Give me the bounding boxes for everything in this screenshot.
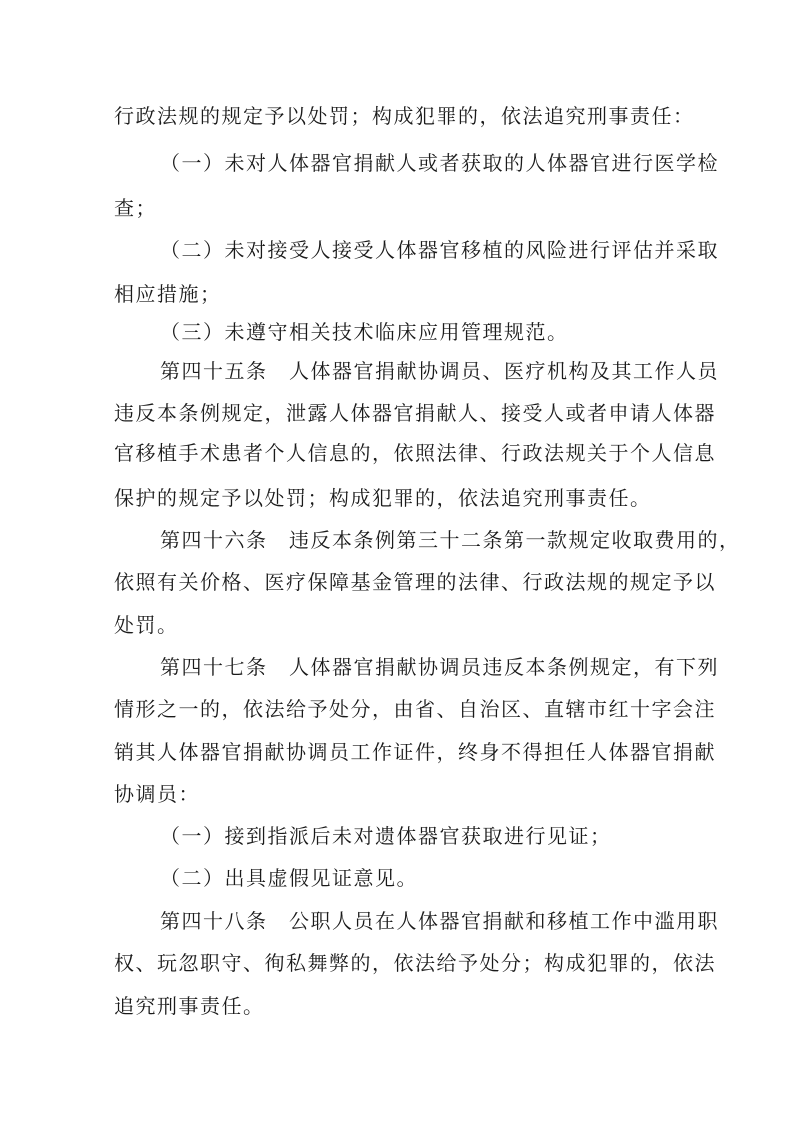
text-line: 销其人体器官捐献协调员工作证件，终身不得担任人体器官捐献	[114, 740, 716, 764]
text-line: 协调员：	[114, 782, 200, 806]
text-line: 情形之一的，依法给予处分，由省、自治区、直辖市红十字会注	[114, 697, 716, 721]
text-line: 保护的规定予以处罚；构成犯罪的，依法追究刑事责任。	[114, 486, 652, 510]
clause-item: （二）未对接受人接受人体器官移植的风险进行评估并采取	[160, 238, 719, 262]
text-line: 官移植手术患者个人信息的，依照法律、行政法规关于个人信息	[114, 441, 716, 465]
article-48: 第四十八条 公职人员在人体器官捐献和移植工作中滥用职	[160, 909, 719, 933]
text-line: 违反本条例规定，泄露人体器官捐献人、接受人或者申请人体器	[114, 401, 716, 425]
text-line: 追究刑事责任。	[114, 994, 265, 1018]
text-line: 处罚。	[114, 613, 179, 637]
article-47: 第四十七条 人体器官捐献协调员违反本条例规定，有下列	[160, 655, 719, 679]
article-46: 第四十六条 违反本条例第三十二条第一款规定收取费用的，	[160, 528, 741, 552]
text-line: 查；	[114, 196, 157, 220]
text-line: 依照有关价格、医疗保障基金管理的法律、行政法规的规定予以	[114, 570, 716, 594]
clause-item: （三）未遵守相关技术临床应用管理规范。	[160, 320, 569, 344]
article-45: 第四十五条 人体器官捐献协调员、医疗机构及其工作人员	[160, 359, 719, 383]
clause-item: （二）出具虚假见证意见。	[160, 866, 418, 890]
clause-item: （一）未对人体器官捐献人或者获取的人体器官进行医学检	[160, 151, 719, 175]
text-line: 相应措施；	[114, 282, 222, 306]
clause-item: （一）接到指派后未对遗体器官获取进行见证；	[160, 824, 612, 848]
text-line: 行政法规的规定予以处罚；构成犯罪的，依法追究刑事责任：	[114, 104, 695, 128]
text-line: 权、玩忽职守、徇私舞弊的，依法给予处分；构成犯罪的，依法	[114, 951, 716, 975]
